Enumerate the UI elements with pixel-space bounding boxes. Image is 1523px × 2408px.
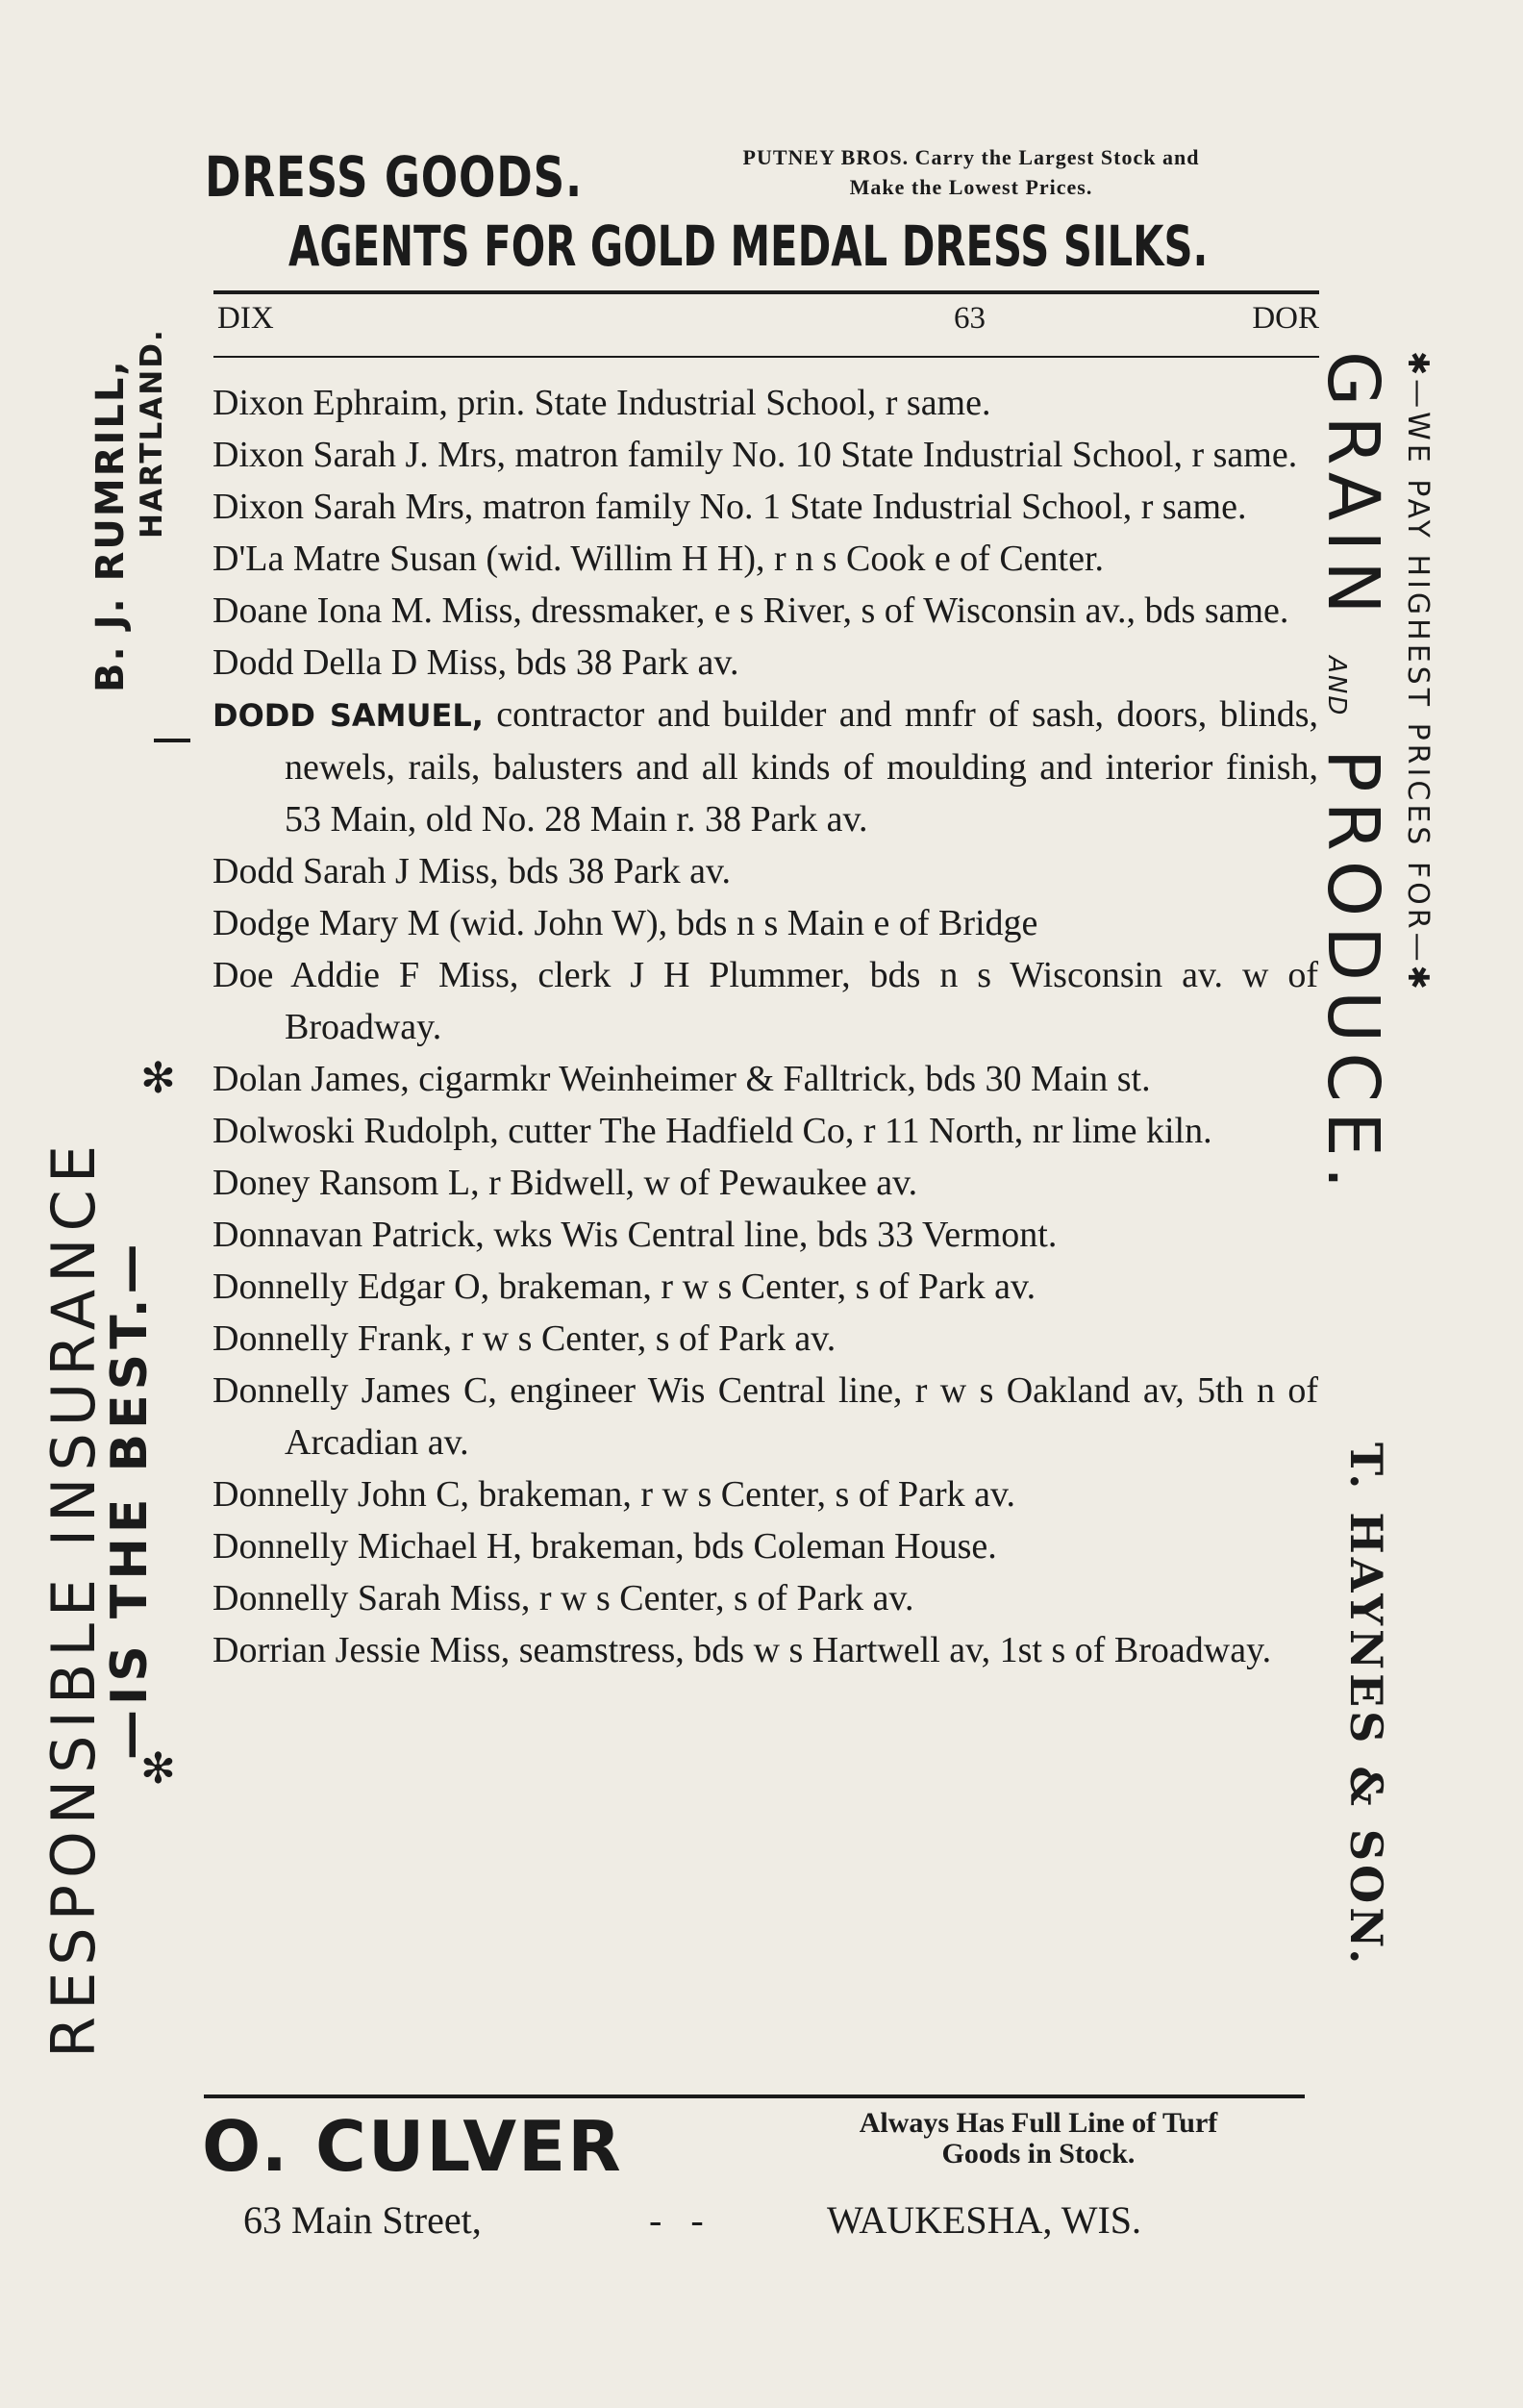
directory-entry xyxy=(212,1209,1318,1261)
entry-name: Doe Addie F Miss, xyxy=(212,955,519,995)
directory-entry xyxy=(212,1053,1318,1105)
running-head-left: DIX xyxy=(217,301,274,336)
directory-entry xyxy=(212,377,1318,429)
entry-details: r w s Center, s of Park av. xyxy=(461,1318,836,1359)
entry-details: brakeman, bds Coleman House. xyxy=(531,1526,997,1567)
entry-details: dressmaker, e s River, s of Wisconsin av., bds same. xyxy=(531,590,1289,631)
directory-entry xyxy=(212,637,1318,689)
directory-entry xyxy=(212,1313,1318,1365)
directory-entry xyxy=(212,585,1318,637)
entry-details: brakeman, r w s Center, s of Park av. xyxy=(498,1267,1036,1307)
culver-city: WAUKESHA, WIS. xyxy=(827,2198,1142,2242)
entry-name: Donnelly Edgar O, xyxy=(212,1267,490,1307)
directory-entry xyxy=(212,949,1318,1053)
entry-details: prin. State Industrial School, r same. xyxy=(457,383,991,423)
entry-details: seamstress, bds w s Hartwell av, 1st s of Broadway. xyxy=(518,1630,1272,1670)
grain-produce-ad xyxy=(1311,351,1394,1198)
grain-text: GRAIN xyxy=(1311,351,1394,624)
entry-details: (wid. Willim H H), r n s Cook e of Center. xyxy=(486,539,1105,579)
entry-name: Dolan James, xyxy=(212,1059,410,1099)
hartland-name: HARTLAND. xyxy=(135,328,169,539)
directory-entry xyxy=(212,689,1318,845)
entry-name: Dixon Sarah J. Mrs, xyxy=(212,435,507,475)
directory-entry xyxy=(212,1157,1318,1209)
header-rule xyxy=(213,290,1319,294)
entry-details: cutter The Hadfield Co, r 11 North, nr lime kiln. xyxy=(508,1111,1212,1151)
culver-ad-line-1: Always Has Full Line of Turf xyxy=(859,2107,1218,2139)
culver-name: O. CULVER xyxy=(202,2106,623,2187)
entry-details: engineer Wis Central line, r w s Oakland av, 5th n of Arcadian av. xyxy=(285,1370,1319,1463)
putney-bros-ad xyxy=(625,142,1317,202)
directory-entry xyxy=(212,845,1318,897)
entry-name: Donnelly James C, xyxy=(212,1370,497,1411)
culver-address: 63 Main Street, xyxy=(243,2198,482,2242)
entry-details: r Bidwell, w of Pewaukee av. xyxy=(488,1163,918,1203)
directory-entry xyxy=(212,533,1318,585)
agents-heading: AGENTS FOR GOLD MEDAL DRESS SILKS. xyxy=(288,213,1209,279)
is-the-best-text: IS THE BEST. xyxy=(101,1293,159,1705)
culver-ad-line-2: Goods in Stock. xyxy=(941,2138,1136,2170)
haynes-son-name: T. HAYNES & SON. xyxy=(1340,1442,1392,1969)
page-number: 63 xyxy=(954,301,986,336)
culver-ad-text xyxy=(750,2108,1327,2170)
entry-name: Donnavan Patrick, xyxy=(212,1215,485,1255)
directory-entry xyxy=(212,481,1318,533)
running-head-rule xyxy=(213,356,1319,358)
entry-details: (wid. John W), bds n s Main e of Bridge xyxy=(448,903,1038,943)
running-head xyxy=(213,301,1319,343)
asterisk-flower-icon: ✻ xyxy=(140,1744,176,1793)
directory-entries xyxy=(212,377,1318,1676)
entry-name: Dixon Sarah Mrs, xyxy=(212,487,474,527)
directory-entry xyxy=(212,1624,1318,1676)
entry-name: Donnelly John C, xyxy=(212,1474,470,1515)
directory-entry xyxy=(212,1261,1318,1313)
running-head-right: DOR xyxy=(1252,301,1319,336)
footer-rule xyxy=(204,2094,1305,2098)
dress-goods-heading: DRESS GOODS. xyxy=(205,144,583,210)
entry-details: bds 38 Park av. xyxy=(508,851,732,891)
asterisk-flower-icon: ✻ xyxy=(140,1054,176,1103)
entry-details: matron family No. 1 State Industrial School, r same. xyxy=(482,487,1247,527)
entry-name: Dodge Mary M xyxy=(212,903,440,943)
produce-text: PRODUCE. xyxy=(1311,748,1394,1199)
entry-details: wks Wis Central line, bds 33 Vermont. xyxy=(493,1215,1058,1255)
putney-ad-line-2: Make the Lowest Prices. xyxy=(849,175,1093,199)
directory-entry xyxy=(212,1365,1318,1468)
entry-name: Dolwoski Rudolph, xyxy=(212,1111,499,1151)
address-dashes: - - xyxy=(649,2198,713,2242)
entry-name: Doane Iona M. Miss, xyxy=(212,590,522,631)
is-the-best-ad: —IS THE BEST.— xyxy=(101,1239,159,1760)
entry-details: brakeman, r w s Center, s of Park av. xyxy=(478,1474,1016,1515)
entry-details: cigarmkr Weinheimer & Falltrick, bds 30 Main st. xyxy=(418,1059,1151,1099)
directory-entry xyxy=(212,1468,1318,1520)
responsible-insurance-ad: RESPONSIBLE INSURANCE xyxy=(38,1139,109,2058)
directory-entry xyxy=(212,1520,1318,1572)
directory-entry xyxy=(212,429,1318,481)
directory-entry xyxy=(212,1105,1318,1157)
entry-name: D'La Matre Susan xyxy=(212,539,477,579)
highest-prices-ad: ✱—WE PAY HIGHEST PRICES FOR—✱ xyxy=(1401,351,1435,993)
entry-name: Dodd Sarah J Miss, xyxy=(212,851,499,891)
entry-details: bds 38 Park av. xyxy=(515,642,739,683)
entry-name: DODD SAMUEL, xyxy=(212,697,484,734)
entry-name: Dodd Della D Miss, xyxy=(212,642,508,683)
entry-name: Dorrian Jessie Miss, xyxy=(212,1630,511,1670)
directory-entry xyxy=(212,1572,1318,1624)
entry-name: Dixon Ephraim, xyxy=(212,383,448,423)
entry-name: Donnelly Frank, xyxy=(212,1318,453,1359)
entry-name: Donnelly Sarah Miss, xyxy=(212,1578,531,1618)
and-text: AND xyxy=(1322,656,1351,717)
entry-details: contractor and builder and mnfr of sash, doors, blinds, newels, rails, balusters and all kinds of moulding and interior finish, 53 Main, old No. 28 Main r. 38 Park av. xyxy=(285,694,1319,840)
entry-details: clerk J H Plummer, bds n s Wisconsin av. w of Broadway. xyxy=(285,955,1318,1047)
entry-name: Donnelly Michael H, xyxy=(212,1526,522,1567)
directory-entry xyxy=(212,897,1318,949)
rumrill-name: B. J. RUMRILL, xyxy=(88,359,133,692)
entry-details: matron family No. 10 State Industrial School, r same. xyxy=(514,435,1298,475)
putney-ad-line-1: PUTNEY BROS. Carry the Largest Stock and xyxy=(742,145,1200,169)
entry-details: r w s Center, s of Park av. xyxy=(538,1578,914,1618)
left-separator-bar xyxy=(154,739,190,742)
entry-name: Doney Ransom L, xyxy=(212,1163,480,1203)
